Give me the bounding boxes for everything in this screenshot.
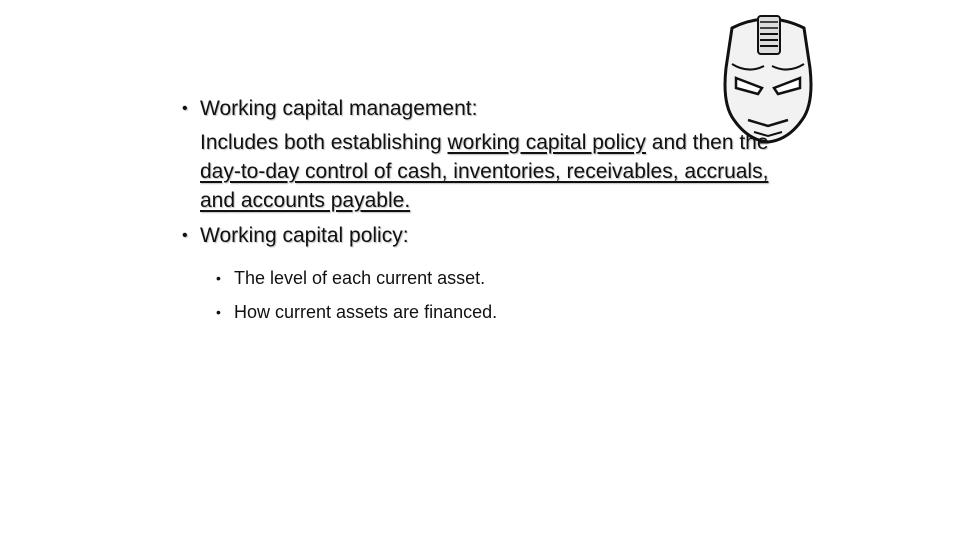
sub-bullet-glyph: • (216, 304, 221, 320)
bullet-glyph: • (182, 227, 188, 244)
sub-bullet-item (180, 261, 770, 295)
bullet-heading: Working capital policy: (200, 224, 409, 247)
sub-bullet-text: How current assets are financed. (234, 302, 498, 322)
sub-bullet-list (180, 261, 770, 329)
body-prefix: Includes both establishing (200, 131, 448, 154)
bullet-working-capital-management (180, 94, 770, 124)
underlined-phrase-control: day-to-day control of cash, inventories, receivables, accruals, and accounts payable. (200, 160, 769, 212)
sub-bullet-text: The level of each current asset. (234, 268, 486, 288)
sub-bullet-glyph: • (216, 270, 221, 286)
slide-content (180, 94, 770, 329)
bullet-working-capital-policy (180, 221, 770, 251)
bullet-glyph: • (182, 100, 188, 117)
bullet-body (180, 128, 770, 215)
body-mid: and then the (645, 131, 769, 154)
underlined-phrase-policy: working capital policy (447, 131, 646, 154)
sub-bullet-item (180, 295, 770, 329)
bullet-heading: Working capital management: (200, 97, 478, 120)
